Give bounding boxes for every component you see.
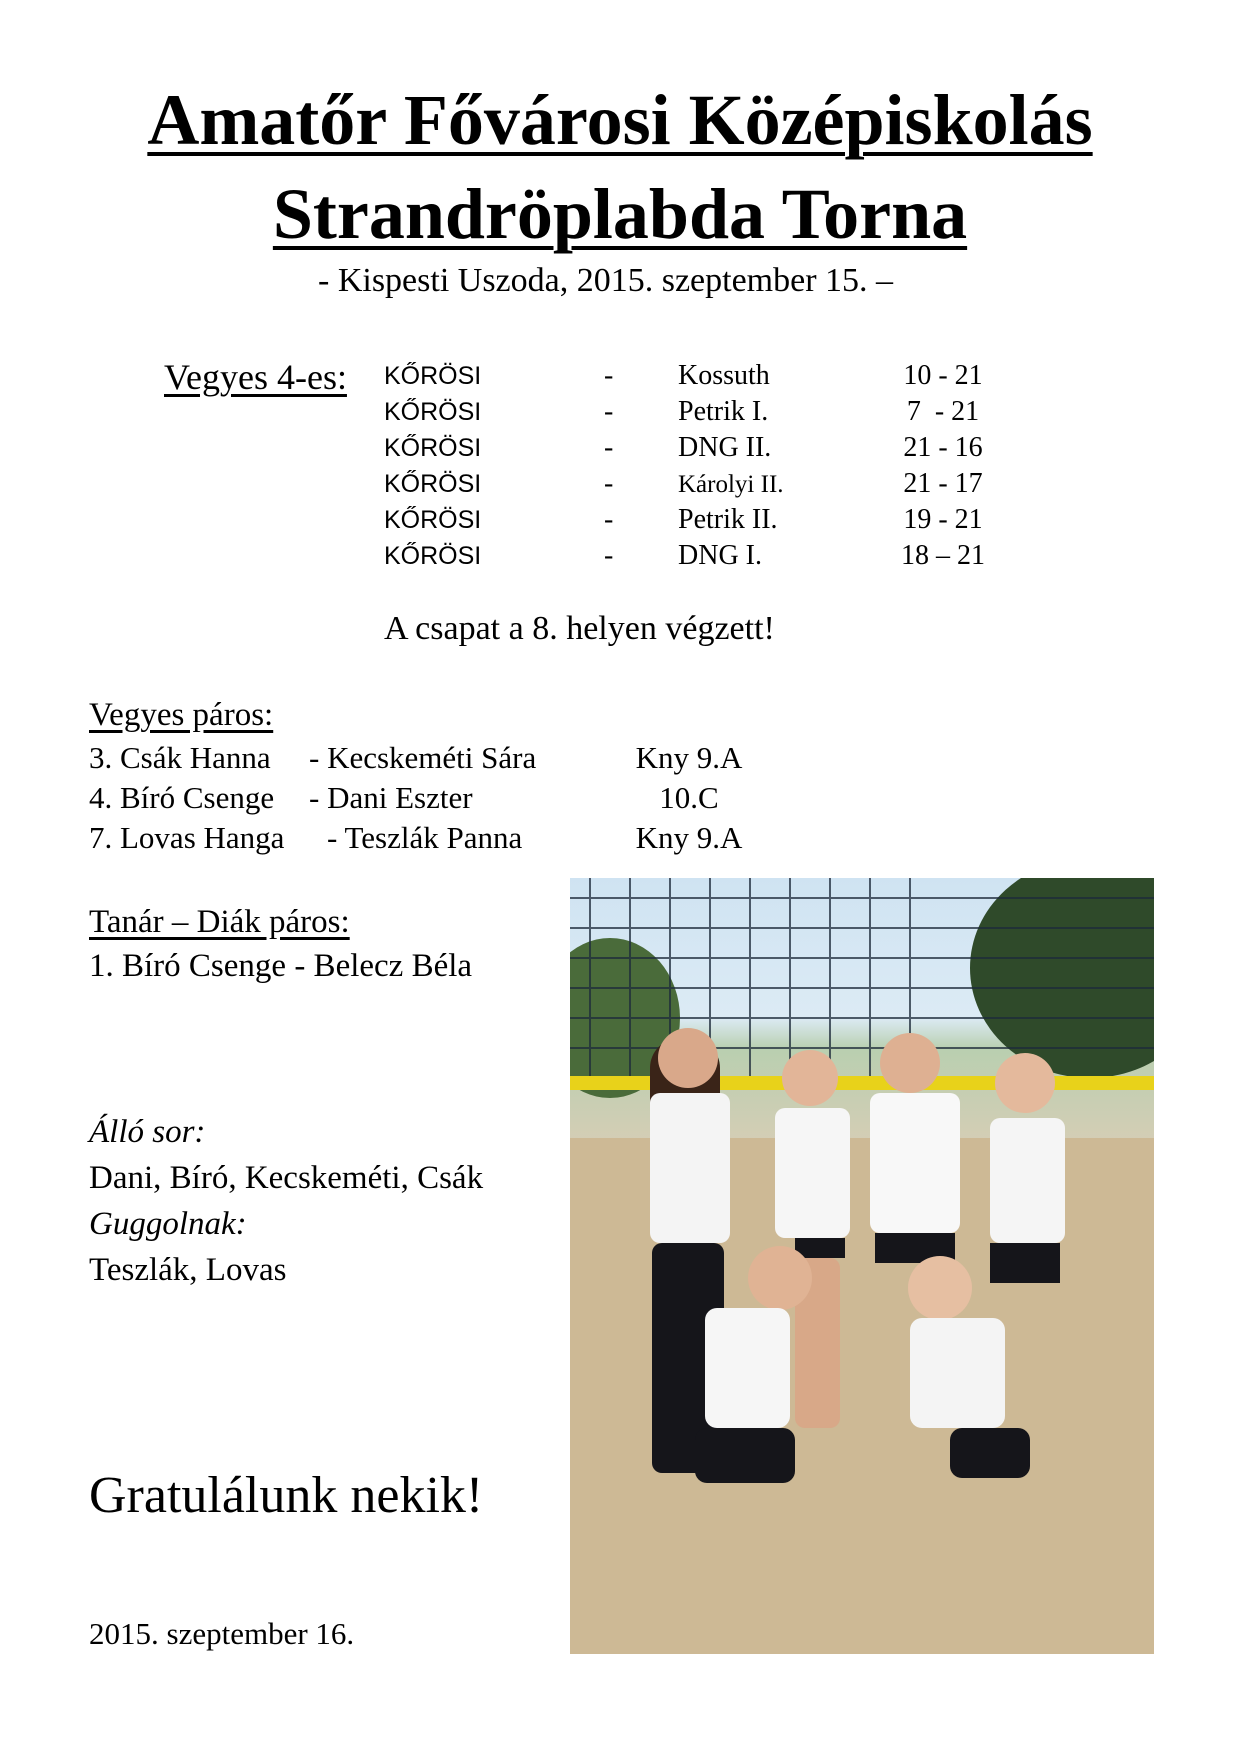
score: 10 - 21	[903, 360, 983, 391]
pair-name: 7. Lovas Hanga	[89, 820, 285, 855]
score: 18 – 21	[901, 540, 985, 571]
match-row	[0, 540, 1240, 576]
mixed4-label: Vegyes 4-es:	[164, 357, 347, 397]
team-result: A csapat a 8. helyen végzett!	[384, 610, 775, 647]
document-date: 2015. szeptember 16.	[89, 1616, 355, 1651]
score: 21 - 17	[903, 468, 983, 499]
team: KŐRÖSI	[384, 542, 482, 570]
match-row	[0, 432, 1240, 468]
opponent: DNG II.	[678, 432, 772, 463]
pair-name: 3. Csák Hanna	[89, 740, 271, 775]
pair-partner: - Dani Eszter	[309, 780, 473, 815]
team: KŐRÖSI	[384, 434, 482, 462]
pair-class: Kny 9.A	[635, 820, 743, 855]
team: KŐRÖSI	[384, 398, 482, 426]
opponent: Kossuth	[678, 360, 770, 391]
opponent: Károlyi II.	[678, 471, 784, 498]
dash: -	[604, 504, 614, 535]
pair-row	[89, 740, 809, 780]
opponent: DNG I.	[678, 540, 762, 571]
teacher-student-row: 1. Bíró Csenge - Belecz Béla	[89, 948, 473, 984]
match-row	[0, 504, 1240, 540]
kneeling-names: Teszlák, Lovas	[89, 1252, 287, 1288]
team: KŐRÖSI	[384, 470, 482, 498]
score: 21 - 16	[903, 432, 983, 463]
pair-row	[89, 780, 809, 820]
title-line-2: Strandröplabda Torna	[272, 174, 968, 254]
dash: -	[604, 540, 614, 571]
pair-name: 4. Bíró Csenge	[89, 780, 275, 815]
match-row	[0, 396, 1240, 432]
kneeling-label: Guggolnak:	[89, 1206, 247, 1242]
team-photo	[570, 878, 1154, 1654]
pair-class: 10.C	[659, 780, 719, 815]
dash: -	[604, 468, 614, 499]
subtitle: - Kispesti Uszoda, 2015. szeptember 15. –	[318, 262, 894, 299]
dash: -	[604, 360, 614, 391]
pair-partner: - Kecskeméti Sára	[309, 740, 537, 775]
standing-names: Dani, Bíró, Kecskeméti, Csák	[89, 1160, 484, 1196]
score: 19 - 21	[903, 504, 983, 535]
standing-label: Álló sor:	[89, 1114, 206, 1150]
match-row	[0, 360, 1240, 396]
pair-row	[89, 820, 809, 860]
opponent: Petrik II.	[678, 504, 778, 535]
dash: -	[604, 432, 614, 463]
team: KŐRÖSI	[384, 362, 482, 390]
mixed-pairs-label: Vegyes páros:	[89, 697, 274, 733]
pair-partner: - Teszlák Panna	[327, 820, 523, 855]
title-line-1: Amatőr Fővárosi Középiskolás	[147, 80, 1093, 160]
dash: -	[604, 396, 614, 427]
match-row	[0, 468, 1240, 504]
congratulations: Gratulálunk nekik!	[89, 1467, 484, 1524]
team: KŐRÖSI	[384, 506, 482, 534]
teacher-student-label: Tanár – Diák páros:	[89, 904, 350, 940]
pair-class: Kny 9.A	[635, 740, 743, 775]
score: 7 - 21	[906, 396, 980, 427]
opponent: Petrik I.	[678, 396, 769, 427]
